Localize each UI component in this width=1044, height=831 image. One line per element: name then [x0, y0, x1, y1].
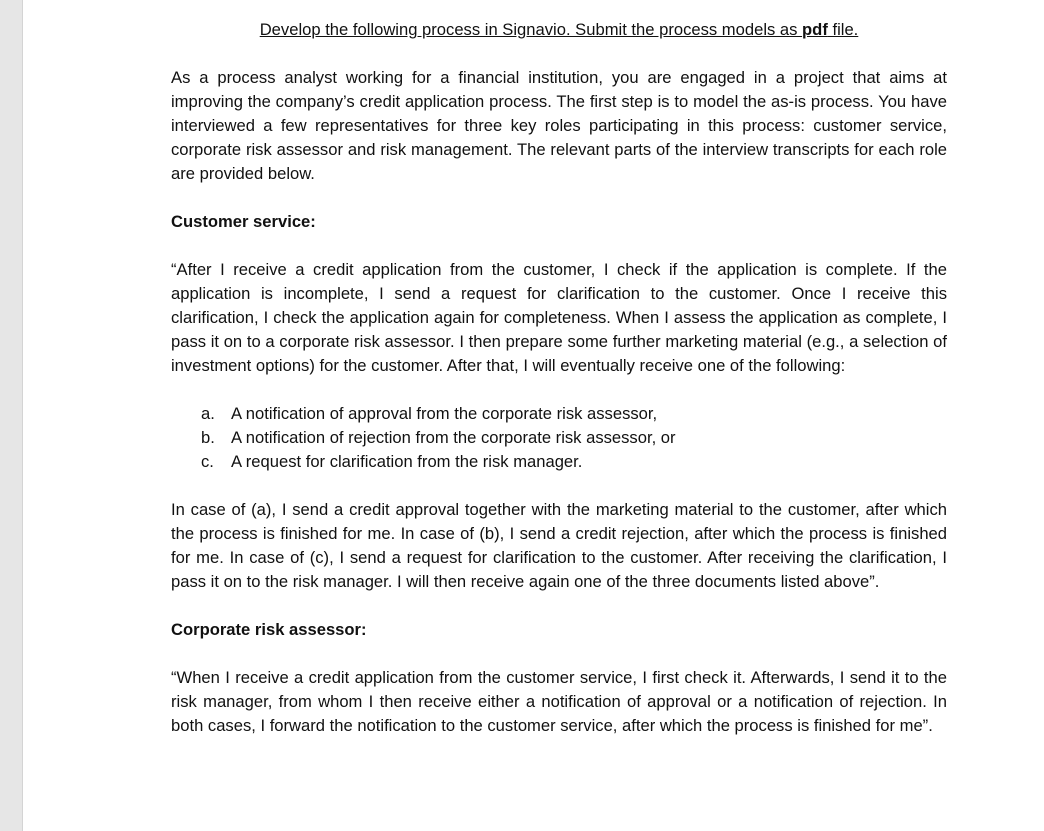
list-item-text: A notification of rejection from the corporate risk assessor, or [231, 428, 676, 447]
title-text: Develop the following process in Signavio. Submit the process models as [259, 20, 803, 39]
corporate-risk-assessor-heading: Corporate risk assessor: [171, 620, 367, 639]
customer-service-quote: “After I receive a credit application from the customer, I check if the application is complete. If the application is incomplete, I send a request for clarification to the customer. Once I receive this clarification, I check the application again for completeness. When I assess the application as complete, I pass it on to a corporate risk assessor. I then prepare some further marketing material (e.g., a selection of investment options) for the customer. After that, I will eventually receive one of the following: [171, 260, 947, 375]
document-page [22, 0, 1044, 831]
corporate-risk-assessor-quote: “When I receive a credit application from the customer service, I first check it. Afterwards, I send it to the risk manager, from whom I then receive either a notification of approval or a notification of rejection. In both cases, I forward the notification to the customer service, after which the process is finished for me”. [171, 668, 947, 735]
title-suffix-text: file. [827, 20, 859, 39]
page-content [171, 18, 947, 738]
list-marker: a. [201, 404, 215, 423]
list-item-text: A notification of approval from the corporate risk assessor, [231, 404, 658, 423]
title-bold-text: pdf [802, 20, 828, 39]
list-marker: c. [201, 452, 214, 471]
list-item [201, 402, 947, 426]
list-item [201, 450, 947, 474]
customer-service-heading: Customer service: [171, 212, 316, 231]
list-item-text: A request for clarification from the risk manager. [231, 452, 583, 471]
options-list [171, 402, 947, 474]
customer-service-followup: In case of (a), I send a credit approval together with the marketing material to the customer, after which the process is finished for me. In case of (b), I send a credit rejection, after which the process is finished for me. In case of (c), I send a request for clarification to the customer. After receiving the clarification, I pass it on to the risk manager. I will then receive again one of the three documents listed above”. [171, 500, 947, 591]
list-item [201, 426, 947, 450]
list-marker: b. [201, 428, 215, 447]
intro-paragraph: As a process analyst working for a financial institution, you are engaged in a project that aims at improving the company’s credit application process. The first step is to model the as-is process. You have interviewed a few representatives for three key roles participating in this process: customer service, corporate risk assessor and risk management. The relevant parts of the interview transcripts for each role are provided below. [171, 68, 947, 183]
assignment-title [171, 18, 947, 42]
